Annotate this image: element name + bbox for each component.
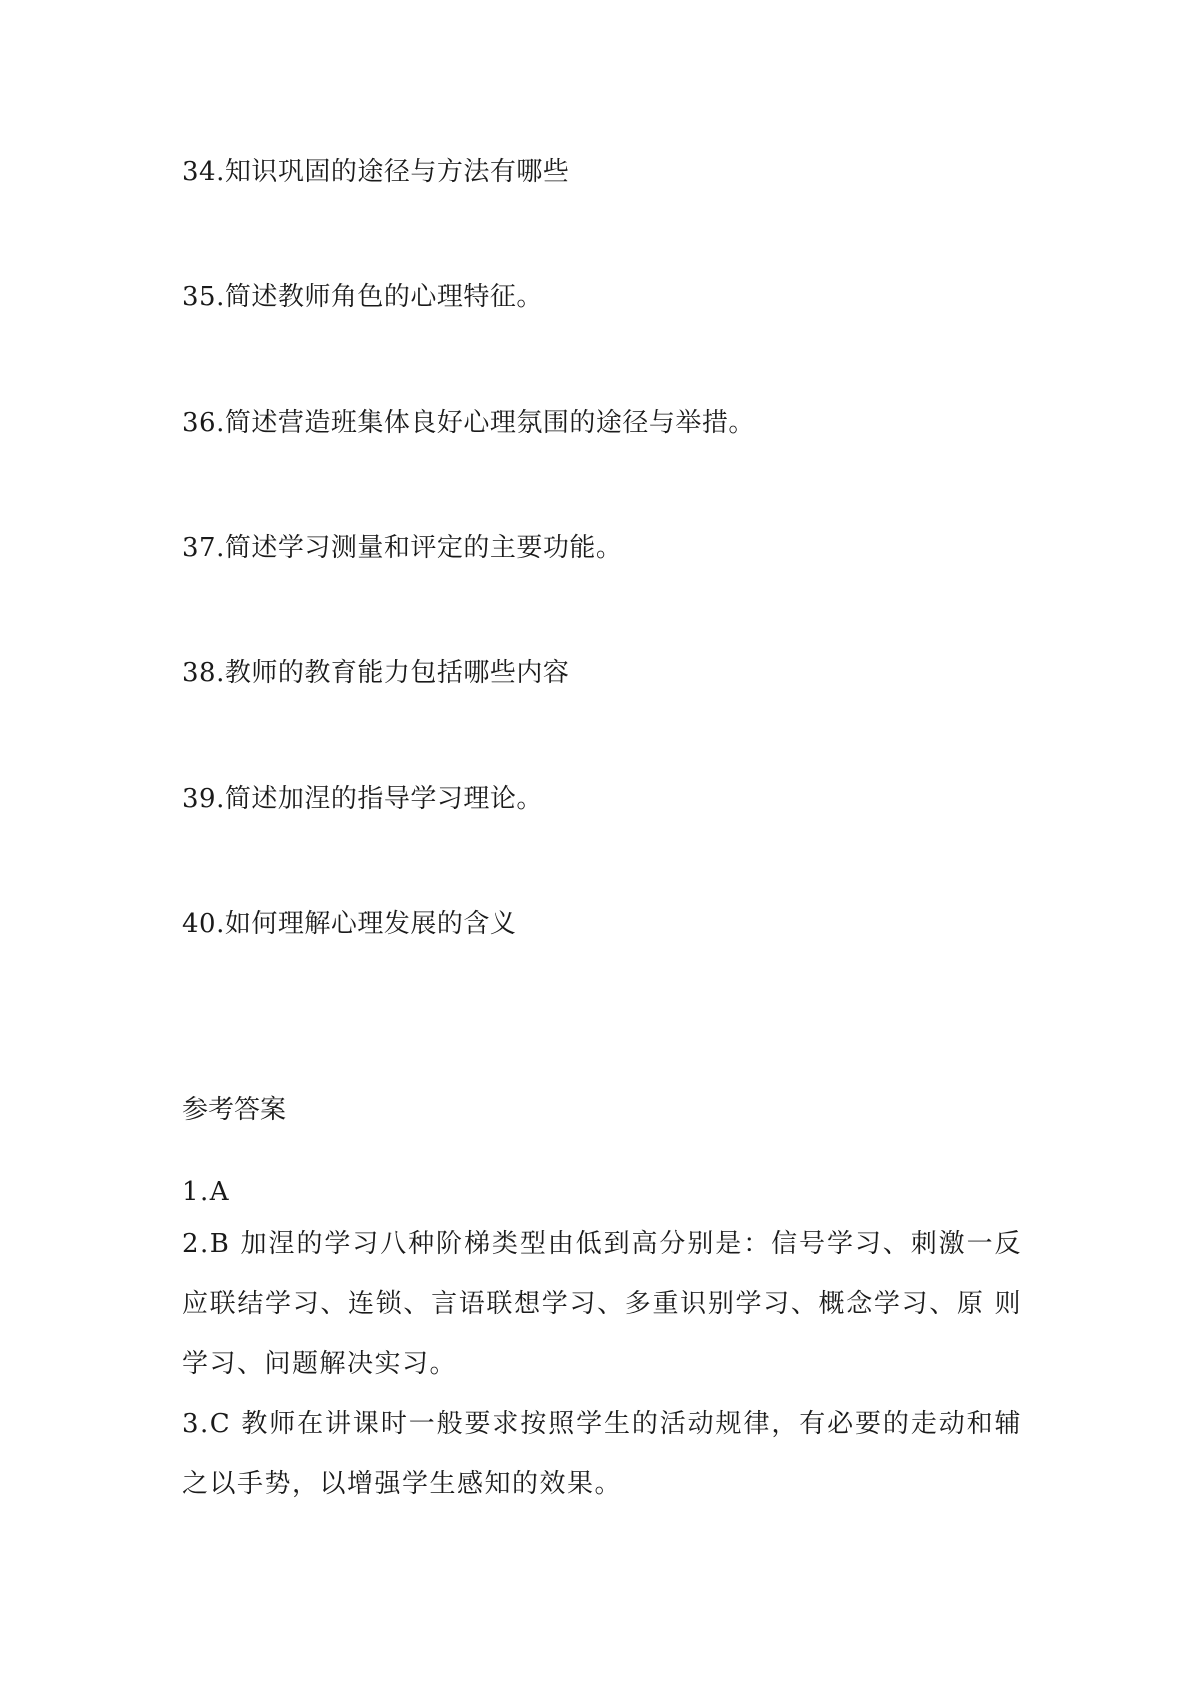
- question-35: 35.简述教师角色的心理特征。: [182, 282, 543, 312]
- question-34: 34.知识巩固的途径与方法有哪些: [182, 157, 570, 187]
- question-39: 39.简述加涅的指导学习理论。: [182, 784, 543, 814]
- question-38: 38.教师的教育能力包括哪些内容: [182, 658, 570, 688]
- question-40: 40.如何理解心理发展的含义: [182, 909, 517, 939]
- answer-2: 2.B 加涅的学习八种阶梯类型由低到高分别是：信号学习、刺激一反应联结学习、连锁、言语联想学习、多重识别学习、概念学习、原 则学习、问题解决实习。: [182, 1229, 1022, 1379]
- question-36: 36.简述营造班集体良好心理氛围的途径与举措。: [182, 408, 755, 438]
- question-37: 37.简述学习测量和评定的主要功能。: [182, 533, 623, 563]
- answer-1: 1.A: [182, 1177, 231, 1207]
- answers-list: [182, 1172, 1022, 1514]
- answers-heading: 参考答案: [182, 1095, 287, 1125]
- answer-3: 3.C 教师在讲课时一般要求按照学生的活动规律，有必要的走动和辅之以手势，以增强学生感知的效果。: [182, 1409, 1022, 1499]
